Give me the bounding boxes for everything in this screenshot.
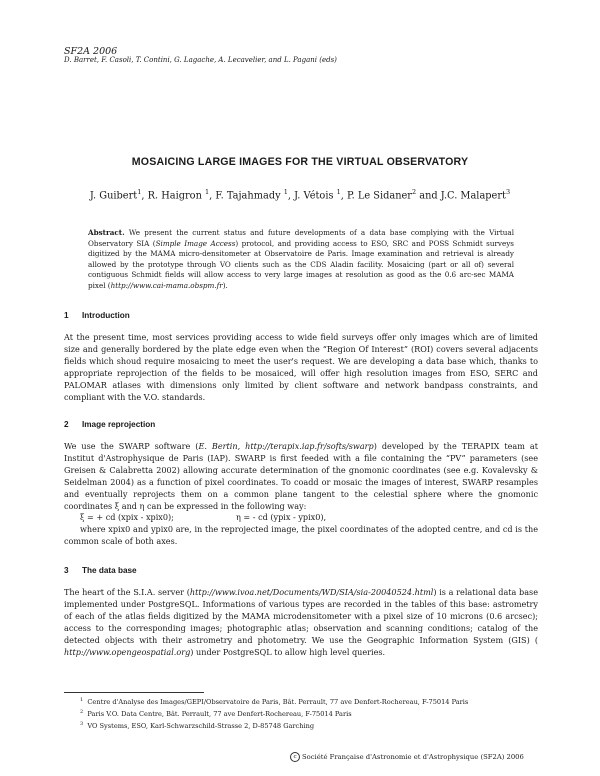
affiliation-mark: 2: [411, 188, 417, 196]
abstract: Abstract. We present the current status and future developments of a data base complying with the Virtual Observatory SIA (Simple Image Access) protocol, and providing access to ESO, SRC and POSS Schmidt surveys digitized by the MAMA micro-densitometer at Observatoire de Paris. Image examination and retrieval is already allowed by the prototype through VO clients such as the CDS Aladin facility. Mosaicing (part or all of) several contiguous Schmidt fields will allow access to very large images at resolution as good as the 0.6 arc-sec MAMA pixel (http://www.cai-mama.obspm.fr).: [88, 228, 514, 290]
affiliation-mark: 1: [137, 188, 142, 196]
running-header-editors: D. Barret, F. Casoli, T. Contini, G. Lagache, A. Lecavelier, and L. Pagani (eds): [64, 56, 337, 64]
abstract-url[interactable]: http://www.cai-mama.obspm.fr: [110, 280, 223, 290]
affiliation-mark: 1: [336, 188, 341, 196]
running-header-conference: SF2A 2006: [64, 46, 118, 57]
affiliation-mark: 3: [505, 188, 511, 196]
author: J.C. Malapert: [440, 190, 506, 202]
author: F. Tajahmady: [215, 190, 284, 202]
author: J. Vétois: [294, 190, 337, 202]
section-heading-introduction: 1 Introduction: [64, 311, 130, 320]
equation-eta: η = - cd (ypix - ypix0),: [236, 512, 327, 522]
footnote: $^1$ Centre d'Analyse des Images/GEPI/Observatoire de Paris, Bât. Perrault, 77 ave Denfert-Rochereau, F-75014 Paris: [80, 697, 469, 707]
reprojection-paragraph: We use the SWARP software (E. Bertin, http://terapix.iap.fr/softs/swarp) developed by the TERAPIX team at Institut d'Astrophysique de Paris (IAP). SWARP is first feeded with a file containing the “PV” parameters (see Greisen & Calabretta 2002) allowing accurate determination of the gnomonic coordinates (see e.g. Kovalevsky & Seidelman 2004) as a function of pixel coordinates. To coadd or mosaic the images of interest, SWARP resamples and eventually reprojects them on a common plane tangent to the celestial sphere where the gnomonic coordinates ξ and η can be expressed in the following way:: [64, 441, 538, 511]
paper-title: MOSAICING LARGE IMAGES FOR THE VIRTUAL OBSERVATORY: [131, 156, 469, 168]
author-list: J. Guibert$^1$, R. Haigron $^1$, F. Tajahmady $^1$, J. Vétois $^1$, P. Le Sidaner$^2$ and J.C. Malapert$^3$: [89, 188, 511, 202]
author: P. Le Sidaner: [346, 190, 412, 202]
section-heading-database: 3 The data base: [64, 566, 137, 575]
ivoa-url[interactable]: http://www.ivoa.net/Documents/WD/SIA/sia-20040524.html: [189, 587, 434, 597]
footnote: $^3$ VO Systems, ESO, Karl-Schwarzschild-Strasse 2, D-85748 Garching: [80, 721, 315, 731]
author: J. Guibert: [89, 190, 138, 202]
author: R. Haigron: [147, 190, 206, 202]
affiliation-mark: 1: [283, 188, 288, 196]
reprojection-paragraph-end: where xpix0 and ypix0 are, in the reprojected image, the pixel coordinates of the adopted centre, and cd is the common scale of both axes.: [64, 524, 538, 546]
introduction-paragraph: At the present time, most services providing access to wide field surveys offer only images which are of limited size and generally bordered by the plate edge even when the “Region Of Interest” (ROI) covers several adjacents fields which shoud require mosaicing to meet the user's request. We are developing a data base which, thanks to appropriate reprojection of the fields to be mosaiced, will offer high resolution images from ESO, SERC and PALOMAR atlases with dimensions only limited by client software and network bandpass constraints, and compliant with the V.O. standards.: [64, 332, 538, 402]
copyright-icon: c: [290, 752, 300, 762]
copyright-notice: c Société Française d'Astronomie et d'Astrophysique (SF2A) 2006: [290, 752, 524, 762]
section-heading-image-reprojection: 2 Image reprojection: [64, 420, 156, 429]
affiliation-mark: 1: [205, 188, 210, 196]
database-paragraph: The heart of the S.I.A. server (http://www.ivoa.net/Documents/WD/SIA/sia-20040524.html) is a relational data base implemented under PostgreSQL. Informations of various types are recorded in the tables of this base: astrometry of each of the atlas fields digitized by the MAMA microdensitometer with a pixel size of 10 microns (0.6 arcsec); access to the corresponding images; photographic atlas; observation and scanning conditions; catalog of the detected objects with their astrometry and photometry. We use the Geographic Information System (GIS) ( http://www.opengeospatial.org) under PostgreSQL to allow high level queries.: [64, 587, 538, 657]
swarp-url[interactable]: E. Bertin, http://terapix.iap.fr/softs/swarp: [198, 441, 374, 451]
opengeospatial-url[interactable]: http://www.opengeospatial.org: [64, 646, 191, 657]
footnote-rule: [64, 692, 204, 693]
abstract-label: Abstract.: [88, 228, 125, 237]
footnote: $^2$ Paris V.O. Data Centre, Bât. Perrault, 77 ave Denfert-Rochereau, F-75014 Paris: [80, 709, 352, 719]
equation-xi: ξ = + cd (xpix - xpix0);: [80, 512, 174, 522]
